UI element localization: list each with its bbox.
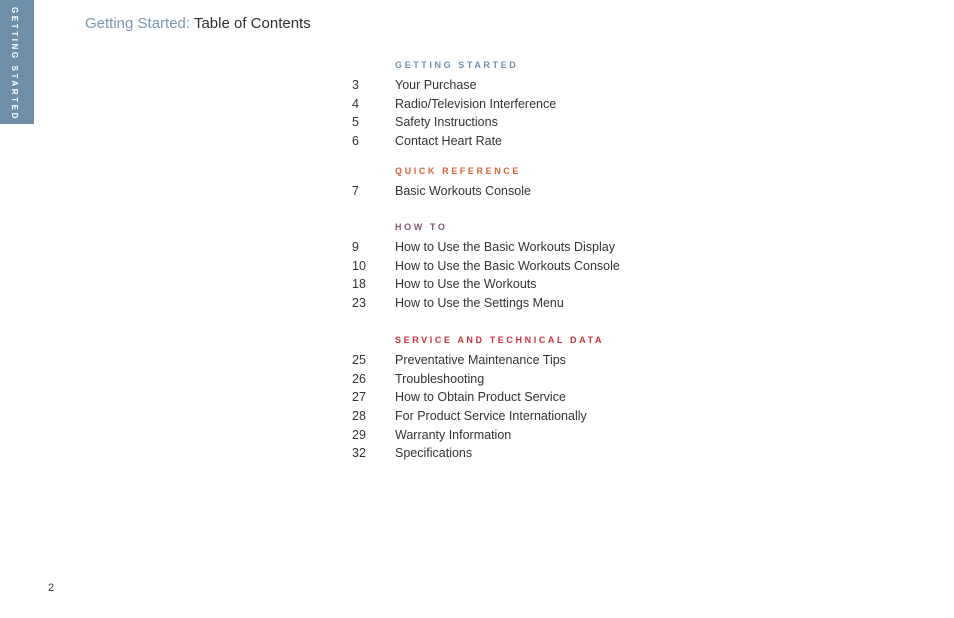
page-number: 2	[48, 582, 55, 594]
toc-entry-title: Specifications	[395, 446, 473, 461]
toc-page-number: 27	[352, 390, 366, 405]
section-heading: QUICK REFERENCE	[395, 166, 522, 176]
toc-entry[interactable]	[340, 95, 740, 114]
toc-entry[interactable]	[340, 238, 740, 257]
toc-entry[interactable]	[340, 351, 740, 370]
toc-page-number: 10	[352, 258, 366, 273]
toc-entry[interactable]	[340, 444, 740, 463]
toc-entry-title: Your Purchase	[395, 78, 477, 92]
toc-entry[interactable]	[340, 182, 740, 201]
toc-entry-title: Preventative Maintenance Tips	[395, 353, 566, 367]
toc-page-number: 7	[352, 184, 359, 198]
toc-entry[interactable]	[340, 370, 740, 389]
toc-entry[interactable]	[340, 388, 740, 407]
page-title-prefix: Getting Started:	[85, 15, 191, 32]
toc-entry[interactable]	[340, 407, 740, 426]
toc-entry-title: For Product Service Internationally	[395, 409, 587, 424]
toc-entry-title: Safety Instructions	[395, 115, 498, 130]
toc-page-number: 6	[352, 134, 359, 149]
toc-entry[interactable]	[340, 132, 740, 151]
toc-entry[interactable]	[340, 426, 740, 445]
toc-entry-title: Contact Heart Rate	[395, 134, 502, 149]
toc-page-number: 23	[352, 296, 366, 311]
toc-entry-title: How to Use the Basic Workouts Display	[395, 240, 615, 254]
toc-page-number: 18	[352, 277, 366, 292]
toc-entry-title: Basic Workouts Console	[395, 184, 531, 198]
toc-page-number: 9	[352, 240, 359, 254]
toc-section-getting-started	[340, 58, 740, 151]
toc-entry-title: Troubleshooting	[395, 371, 485, 386]
toc-entry-title: Radio/Television Interference	[395, 96, 557, 111]
toc-section-how-to	[340, 220, 740, 313]
toc-entry-title: How to Use the Workouts	[395, 277, 537, 292]
section-heading: HOW TO	[395, 222, 448, 232]
toc-section-quick-reference	[340, 164, 740, 201]
toc-entry-title: How to Use the Basic Workouts Console	[395, 258, 620, 273]
page-title-text: Table of Contents	[193, 15, 311, 32]
toc-page-number: 28	[352, 409, 366, 424]
section-heading: GETTING STARTED	[395, 60, 519, 70]
toc-entry-title: How to Obtain Product Service	[395, 390, 566, 405]
section-heading: SERVICE AND TECHNICAL DATA	[395, 335, 605, 345]
toc-entry[interactable]	[340, 76, 740, 95]
toc-entry-title: How to Use the Settings Menu	[395, 296, 564, 311]
toc-entry-title: Warranty Information	[395, 427, 512, 442]
toc-section-service-technical-data	[340, 333, 740, 463]
toc-entry[interactable]	[340, 294, 740, 313]
toc-page-number: 25	[352, 353, 366, 367]
toc-entry[interactable]	[340, 113, 740, 132]
side-tab-label: GETTING STARTED	[10, 7, 19, 121]
toc-entry[interactable]	[340, 275, 740, 294]
toc-page-number: 32	[352, 446, 366, 461]
toc-entry[interactable]	[340, 257, 740, 276]
toc-page-number: 29	[352, 427, 366, 442]
toc-page-number: 4	[352, 96, 359, 111]
side-tab	[0, 0, 34, 124]
toc-page-number: 26	[352, 371, 366, 386]
toc-page-number: 5	[352, 115, 359, 130]
page-title	[85, 15, 311, 32]
toc-page-number: 3	[352, 78, 359, 92]
